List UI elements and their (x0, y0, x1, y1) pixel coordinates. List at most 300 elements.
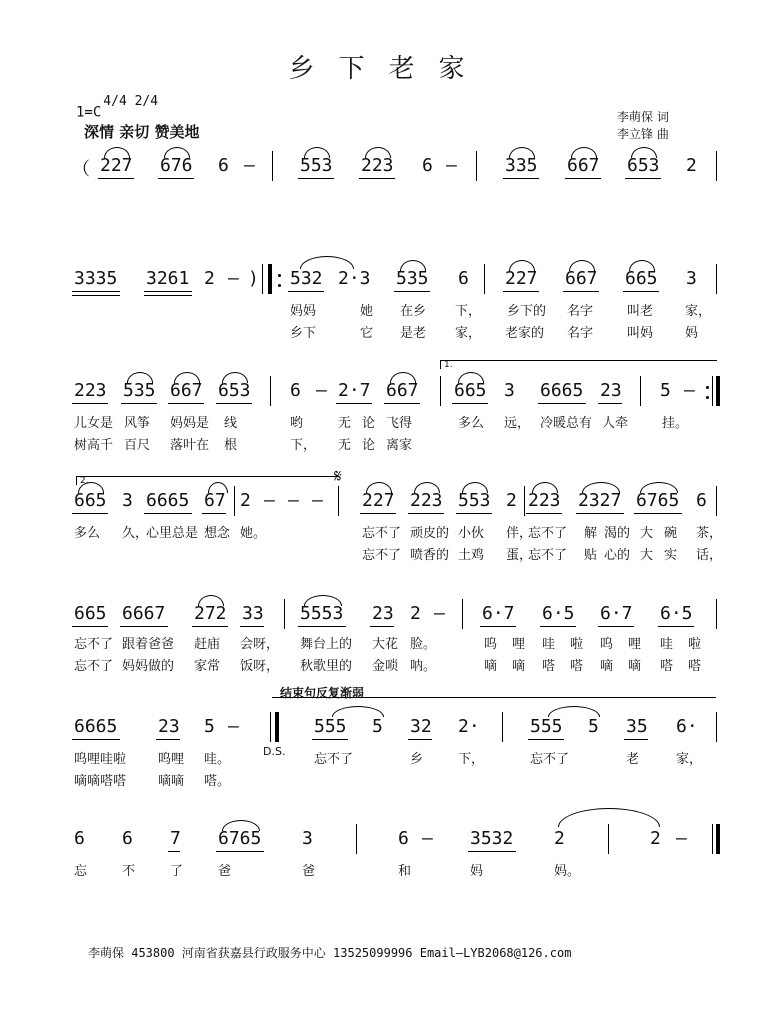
underline (121, 403, 157, 404)
lyrics-verse-1 (0, 522, 777, 542)
lyric: 哟 (290, 416, 304, 431)
note: 2 (410, 603, 421, 624)
slur (548, 706, 600, 717)
lyric: 大花 (372, 637, 399, 652)
barline (272, 151, 273, 181)
slur (532, 482, 558, 493)
lyric: 论 (362, 438, 376, 453)
lyric: 呜 (484, 637, 498, 652)
note-group: 23 (372, 603, 394, 624)
lyric: 嗒 (570, 659, 584, 674)
barline (716, 486, 717, 516)
segno-sign: 𝄋 (334, 466, 342, 487)
barline (608, 824, 609, 854)
lyric: 人牵 (602, 416, 629, 431)
note-group: 653 (627, 155, 660, 176)
lyric: 多么 (74, 526, 101, 541)
underline (598, 626, 634, 627)
lyric: 无 (338, 416, 352, 431)
slur (366, 482, 392, 493)
lyric: 下， (455, 304, 482, 319)
note: 6 (696, 490, 707, 511)
note-group: 6·5 (542, 603, 575, 624)
lyric: 喷香的 (410, 548, 450, 563)
dash: – (288, 490, 299, 511)
lyric: 金唢 (372, 659, 399, 674)
lyric: 会呀， (240, 637, 280, 652)
underline (168, 851, 180, 852)
barline (284, 599, 285, 629)
barline (640, 376, 641, 406)
lyric: 妈 (685, 326, 699, 341)
lyric: 嗒。 (204, 774, 231, 789)
lyric: 挂。 (662, 416, 689, 431)
repeat-barline (262, 264, 263, 294)
lyrics-verse-2 (0, 770, 777, 790)
lyric: 家常 (194, 659, 221, 674)
barline (462, 599, 463, 629)
note-group: 223 (528, 490, 561, 511)
slur (304, 147, 330, 158)
lyric: 哇 (542, 637, 556, 652)
repeat-dot (706, 396, 709, 399)
underline (538, 403, 586, 404)
lyric: 冷暖总有 (540, 416, 593, 431)
note-group: 335 (505, 155, 538, 176)
underline (336, 403, 372, 404)
dash: – (422, 828, 433, 849)
slur (509, 260, 535, 271)
lyric: 脸。 (410, 637, 437, 652)
lyric: 百尺 (124, 438, 151, 453)
volta-label: 2. (80, 476, 89, 486)
barline (275, 712, 279, 742)
expression-mark: 深情 亲切 赞美地 (84, 123, 200, 141)
notes-line (0, 828, 777, 854)
lyric: 贴 (584, 548, 598, 563)
lyrics-verse-1 (0, 860, 777, 880)
underline (72, 291, 120, 292)
note: 6· (676, 716, 698, 737)
note: 2 (240, 490, 251, 511)
note-group: 67 (204, 490, 226, 511)
barline (270, 712, 271, 742)
note-group: 3261 (146, 268, 190, 289)
lyric: 名字 (567, 304, 594, 319)
lyric: 叫老 (627, 304, 654, 319)
lyrics-verse-1 (0, 748, 777, 768)
lyric: 叫妈 (627, 326, 654, 341)
note-group: 23 (600, 380, 622, 401)
underline (360, 513, 396, 514)
lyric: 顽皮的 (410, 526, 450, 541)
underline (540, 626, 576, 627)
lyric: 大 (640, 548, 654, 563)
barline (716, 151, 717, 181)
underline (144, 513, 192, 514)
note-group: 665 (74, 603, 107, 624)
slur (458, 372, 484, 383)
lyric: 家， (685, 304, 712, 319)
lyric: 久， (122, 526, 149, 541)
lyric: 离家 (386, 438, 413, 453)
note-group: 535 (123, 380, 156, 401)
lyrics-verse-1 (0, 300, 777, 320)
key-label: 1=C (76, 104, 102, 121)
lyric: 了 (170, 864, 184, 879)
underline (408, 513, 444, 514)
lyric: 蛋， (506, 548, 533, 563)
note: 5 (588, 716, 599, 737)
lyric: 乡下 (290, 326, 317, 341)
lyric: 呐。 (410, 659, 437, 674)
underline (563, 291, 599, 292)
lyric: 嘀 (484, 659, 498, 674)
note-group: 223 (361, 155, 394, 176)
underline (240, 626, 264, 627)
barline (716, 712, 717, 742)
lyric: 嘀 (628, 659, 642, 674)
underline (158, 178, 194, 179)
barline (338, 486, 339, 516)
slur (300, 256, 354, 269)
note-group: 227 (505, 268, 538, 289)
barline (234, 486, 235, 516)
lyric: 哇 (660, 637, 674, 652)
note-group: 667 (565, 268, 598, 289)
lyric: 解 (584, 526, 598, 541)
barline (476, 151, 477, 181)
underline (72, 403, 108, 404)
note-group: 665 (454, 380, 487, 401)
underline (408, 739, 432, 740)
slur (365, 147, 391, 158)
dash: – (316, 380, 327, 401)
lyric: 忘 (74, 864, 88, 879)
time-signature: 4/4 2/4 (103, 94, 159, 109)
lyric: 忘不了 (314, 752, 354, 767)
underline (468, 851, 516, 852)
note-group: 227 (362, 490, 395, 511)
lyric: 是老 (400, 326, 427, 341)
slur (198, 595, 224, 606)
lyric: 下， (458, 752, 485, 767)
note: 3 (504, 380, 515, 401)
lyric: 和 (398, 864, 412, 879)
note: 6 (218, 155, 229, 176)
underline (624, 739, 648, 740)
dash: – (434, 603, 445, 624)
note: 2· (458, 716, 480, 737)
note-group: 6667 (122, 603, 166, 624)
lyric: 小伙 (458, 526, 485, 541)
note-group: 6665 (74, 716, 118, 737)
underline (72, 295, 120, 296)
ending-bracket-line (272, 697, 716, 698)
barline (716, 599, 717, 629)
lyric: 伴， (506, 526, 533, 541)
note: 2 (554, 828, 565, 849)
lyric: 实 (664, 548, 678, 563)
lyric: 呜 (600, 637, 614, 652)
note-group: 6765 (218, 828, 262, 849)
composer-credit: 李立锋 曲 (617, 127, 669, 141)
lyric: 嗒 (542, 659, 556, 674)
note: 3 (686, 268, 697, 289)
lyric: 秋歌里的 (300, 659, 353, 674)
note-group: 667 (170, 380, 203, 401)
slur (400, 260, 426, 271)
key-signature (76, 94, 159, 121)
lyric: 土鸡 (458, 548, 485, 563)
note: 2 (650, 828, 661, 849)
barline (356, 824, 357, 854)
lyric: 哩 (512, 637, 526, 652)
slur (631, 147, 657, 158)
barline (270, 376, 271, 406)
lyric: 家， (676, 752, 703, 767)
slur (222, 372, 248, 383)
dash: – (684, 380, 695, 401)
note-group: 667 (567, 155, 600, 176)
slur (462, 482, 488, 493)
lyric: 忘不了 (528, 526, 568, 541)
slur (509, 147, 535, 158)
note-group: 532 (290, 268, 323, 289)
underline (120, 626, 168, 627)
underline (598, 403, 622, 404)
lyric: 心的 (604, 548, 631, 563)
note: 2 (506, 490, 517, 511)
lyric: 碗 (664, 526, 678, 541)
underline (202, 513, 226, 514)
dash: – (676, 828, 687, 849)
lyric: 它 (360, 326, 374, 341)
lyric: 忘不了 (74, 659, 114, 674)
lyric: 渴的 (604, 526, 631, 541)
lyric: 忘不了 (530, 752, 570, 767)
note-group: 667 (386, 380, 419, 401)
note-group: 653 (218, 380, 251, 401)
repeat-dot (278, 284, 281, 287)
lyric: 茶， (696, 526, 723, 541)
lyric: 饭呀， (240, 659, 280, 674)
lyric: 忘不了 (362, 548, 402, 563)
underline (298, 178, 334, 179)
underline (359, 178, 395, 179)
close-paren: ) (248, 268, 259, 289)
lyric: 妈妈做的 (122, 659, 175, 674)
lyric: 忘不了 (528, 548, 568, 563)
lyric: 在乡 (400, 304, 427, 319)
note-group: 223 (410, 490, 443, 511)
lyric: 嗒 (660, 659, 674, 674)
second-ending-bracket (76, 476, 339, 485)
slur (569, 260, 595, 271)
lyric: 想念 (204, 526, 231, 541)
lyric: 多么 (458, 416, 485, 431)
lyric: 线 (224, 416, 238, 431)
lyric: 树高千 (74, 438, 114, 453)
underline (72, 626, 108, 627)
underline (658, 626, 694, 627)
slur (414, 482, 440, 493)
lyric: 落叶在 (170, 438, 210, 453)
note: 5 (660, 380, 671, 401)
note: 6 (398, 828, 409, 849)
lyric: 话， (696, 548, 723, 563)
underline (576, 513, 624, 514)
underline (565, 178, 601, 179)
dal-segno-mark: D.S. (263, 745, 286, 758)
repeat-dot (278, 274, 281, 277)
lyric: 老 (626, 752, 640, 767)
underline (156, 739, 180, 740)
repeat-barline (716, 376, 720, 406)
lyrics-verse-2 (0, 434, 777, 454)
slur (127, 372, 153, 383)
note: 6 (290, 380, 301, 401)
slur (222, 820, 260, 831)
lyric: 妈妈 (290, 304, 317, 319)
note: 7 (170, 828, 181, 849)
slur (304, 595, 342, 606)
lyric: 啦 (688, 637, 702, 652)
lyrics-verse-2 (0, 322, 777, 342)
note: 6 (422, 155, 433, 176)
underline (288, 291, 324, 292)
note-group: 553 (458, 490, 491, 511)
lyric: 她。 (240, 526, 267, 541)
note-group: 23 (158, 716, 180, 737)
note-group: 676 (160, 155, 193, 176)
note-group: 227 (100, 155, 133, 176)
note-group: 3532 (470, 828, 514, 849)
lyric: 心里总是 (146, 526, 199, 541)
underline (72, 739, 120, 740)
lyric: 呜哩哇啦 (74, 752, 127, 767)
note-group: 35 (626, 716, 648, 737)
note-group: 32 (410, 716, 432, 737)
barline (484, 264, 485, 294)
underline (503, 178, 539, 179)
note: 5 (204, 716, 215, 737)
underline (98, 178, 134, 179)
lyric: 老家的 (505, 326, 545, 341)
note: 2 (204, 268, 215, 289)
dash: – (446, 155, 457, 176)
underline (168, 403, 204, 404)
slur (629, 260, 655, 271)
slur (571, 147, 597, 158)
lyric: 爸 (218, 864, 232, 879)
lyric: 儿女是 (74, 416, 114, 431)
underline (634, 513, 682, 514)
note-group: 2·7 (338, 380, 371, 401)
underline (192, 626, 228, 627)
lyric: 妈。 (554, 864, 581, 879)
underline (298, 626, 346, 627)
underline (144, 291, 192, 292)
underline (144, 295, 192, 296)
volta-label: 1. (444, 360, 453, 370)
dash: – (312, 490, 323, 511)
note-group: 665 (625, 268, 658, 289)
underline (384, 403, 420, 404)
underline (394, 291, 430, 292)
dash: – (244, 155, 255, 176)
underline (456, 513, 492, 514)
lyric: 飞得 (386, 416, 413, 431)
ending-instruction: 结束句反复渐弱 (280, 686, 365, 700)
underline (623, 291, 659, 292)
underline (625, 178, 661, 179)
underline (526, 513, 562, 514)
slur (332, 706, 384, 717)
repeat-barline (268, 264, 272, 294)
lyricist-credit: 李萌保 词 (617, 110, 669, 124)
lyric: 风筝 (124, 416, 151, 431)
lyric: 爸 (302, 864, 316, 879)
slur (104, 147, 130, 158)
note-group: 33 (242, 603, 264, 624)
note-group: 223 (74, 380, 107, 401)
lyric: 呜哩 (158, 752, 185, 767)
lyric: 嗒 (688, 659, 702, 674)
lyric: 远， (504, 416, 531, 431)
lyric: 大 (640, 526, 654, 541)
note: 3 (122, 490, 133, 511)
lyric: 名字 (567, 326, 594, 341)
slur (640, 482, 678, 493)
underline (216, 403, 252, 404)
final-barline (716, 824, 720, 854)
note-group: 553 (300, 155, 333, 176)
lyric: 忘不了 (74, 637, 114, 652)
underline (452, 403, 488, 404)
lyric: 跟着爸爸 (122, 637, 175, 652)
note: 5 (372, 716, 383, 737)
note-group: 665 (74, 490, 107, 511)
slur (164, 147, 190, 158)
note: 6 (122, 828, 133, 849)
underline (216, 851, 264, 852)
underline (312, 739, 348, 740)
note-group: 3335 (74, 268, 118, 289)
lyric: 不 (122, 864, 136, 879)
note-group: 555 (530, 716, 563, 737)
lyric: 无 (338, 438, 352, 453)
barline (502, 712, 503, 742)
lyric: 嘀 (600, 659, 614, 674)
contact-footer: 李萌保 453800 河南省获嘉县行政服务中心 13525099996 Email—LYB2068@126.com (88, 946, 572, 960)
barline (524, 486, 525, 516)
note-group: 2327 (578, 490, 622, 511)
barline (440, 376, 441, 406)
lyric: 嘀嘀 (158, 774, 185, 789)
open-paren: （ (72, 159, 90, 180)
lyric: 乡 (410, 752, 424, 767)
lyric: 根 (224, 438, 238, 453)
underline (528, 739, 564, 740)
lyric: 赶庙 (194, 637, 221, 652)
note-group: 5553 (300, 603, 344, 624)
lyric: 舞台上的 (300, 637, 353, 652)
lyric: 妈妈是 (170, 416, 210, 431)
note-group: 555 (314, 716, 347, 737)
lyric: 家， (455, 326, 482, 341)
note-group: 6765 (636, 490, 680, 511)
